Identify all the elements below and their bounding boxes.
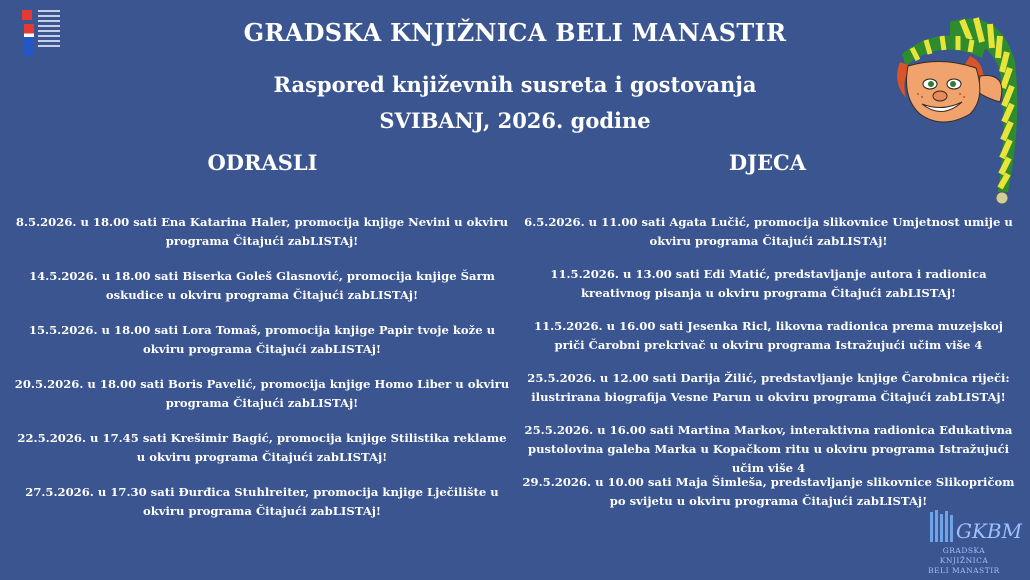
children-event-list xyxy=(520,213,1017,525)
library-logo-icon xyxy=(918,508,1023,575)
page-title: GRADSKA KNJIŽNICA BELI MANASTIR xyxy=(243,18,787,47)
elf-mascot-illustration xyxy=(890,2,1026,206)
adult-event: 15.5.2026. u 18.00 sati Lora Tomaš, promocija knjige Papir tvoje kože u okviru programa Čitajući zabLISTAj! xyxy=(28,323,496,356)
adult-event: 22.5.2026. u 17.45 sati Krešimir Bagić, promocija knjige Stilistika reklame u okviru programa Čitajući zabLISTAj! xyxy=(17,431,507,464)
child-event: 25.5.2026. u 16.00 sati Martina Markov, interaktivna radionica Edukativna pustolovina galeba Marka u Kopačkom ritu u okviru programa Istražujući učim više 4 xyxy=(524,423,1013,475)
adult-event: 8.5.2026. u 18.00 sati Ena Katarina Haler, promocija knjige Nevini u okviru programa Čitajući zabLISTAj! xyxy=(15,215,509,248)
logo-caption-line2: BELI MANASTIR xyxy=(928,566,1000,575)
child-event: 29.5.2026. u 10.00 sati Maja Šimleša, predstavljanje slikovnice Slikopričom po svijetu u okviru programa Čitajući zabLISTAj! xyxy=(522,475,1015,508)
child-event: 6.5.2026. u 11.00 sati Agata Lučić, promocija slikovnice Umjetnost umije u okviru programa Čitajući zabLISTAj! xyxy=(524,215,1013,248)
child-event: 11.5.2026. u 13.00 sati Edi Matić, predstavljanje autora i radionica kreativnog pisanja u okviru programa Čitajući zabLISTAj! xyxy=(550,267,987,300)
adults-heading: ODRASLI xyxy=(207,150,318,175)
adult-event: 27.5.2026. u 17.30 sati Đurđica Stuhlreiter, promocija knjige Lječilište u okviru programa Čitajući zabLISTAj! xyxy=(25,485,499,518)
adult-event: 20.5.2026. u 18.00 sati Boris Pavelić, promocija knjige Homo Liber u okviru programa Čitajući zabLISTAj! xyxy=(14,377,510,410)
child-event: 11.5.2026. u 16.00 sati Jesenka Ricl, likovna radionica prema muzejskoj priči Čarobni prekrivač u okviru programa Istražujući učim više 4 xyxy=(534,319,1003,352)
child-event: 25.5.2026. u 12.00 sati Darija Žilić, predstavljanje knjige Čarobnica riječi: ilustrirana biografija Vesne Parun u okviru programa Čitajući zabLISTAj! xyxy=(527,371,1010,404)
adults-event-list xyxy=(12,213,512,537)
page-date: SVIBANJ, 2026. godine xyxy=(379,108,651,133)
children-heading: DJECA xyxy=(728,150,807,175)
logo-letters: GKBM xyxy=(956,519,1023,543)
adult-event: 14.5.2026. u 18.00 sati Biserka Goleš Glasnović, promocija knjige Šarm oskudice u okviru programa Čitajući zabLISTAj! xyxy=(29,269,495,302)
logo-caption-line1: GRADSKA KNJIŽNICA xyxy=(939,546,989,565)
page-subtitle: Raspored književnih susreta i gostovanja xyxy=(273,72,757,97)
